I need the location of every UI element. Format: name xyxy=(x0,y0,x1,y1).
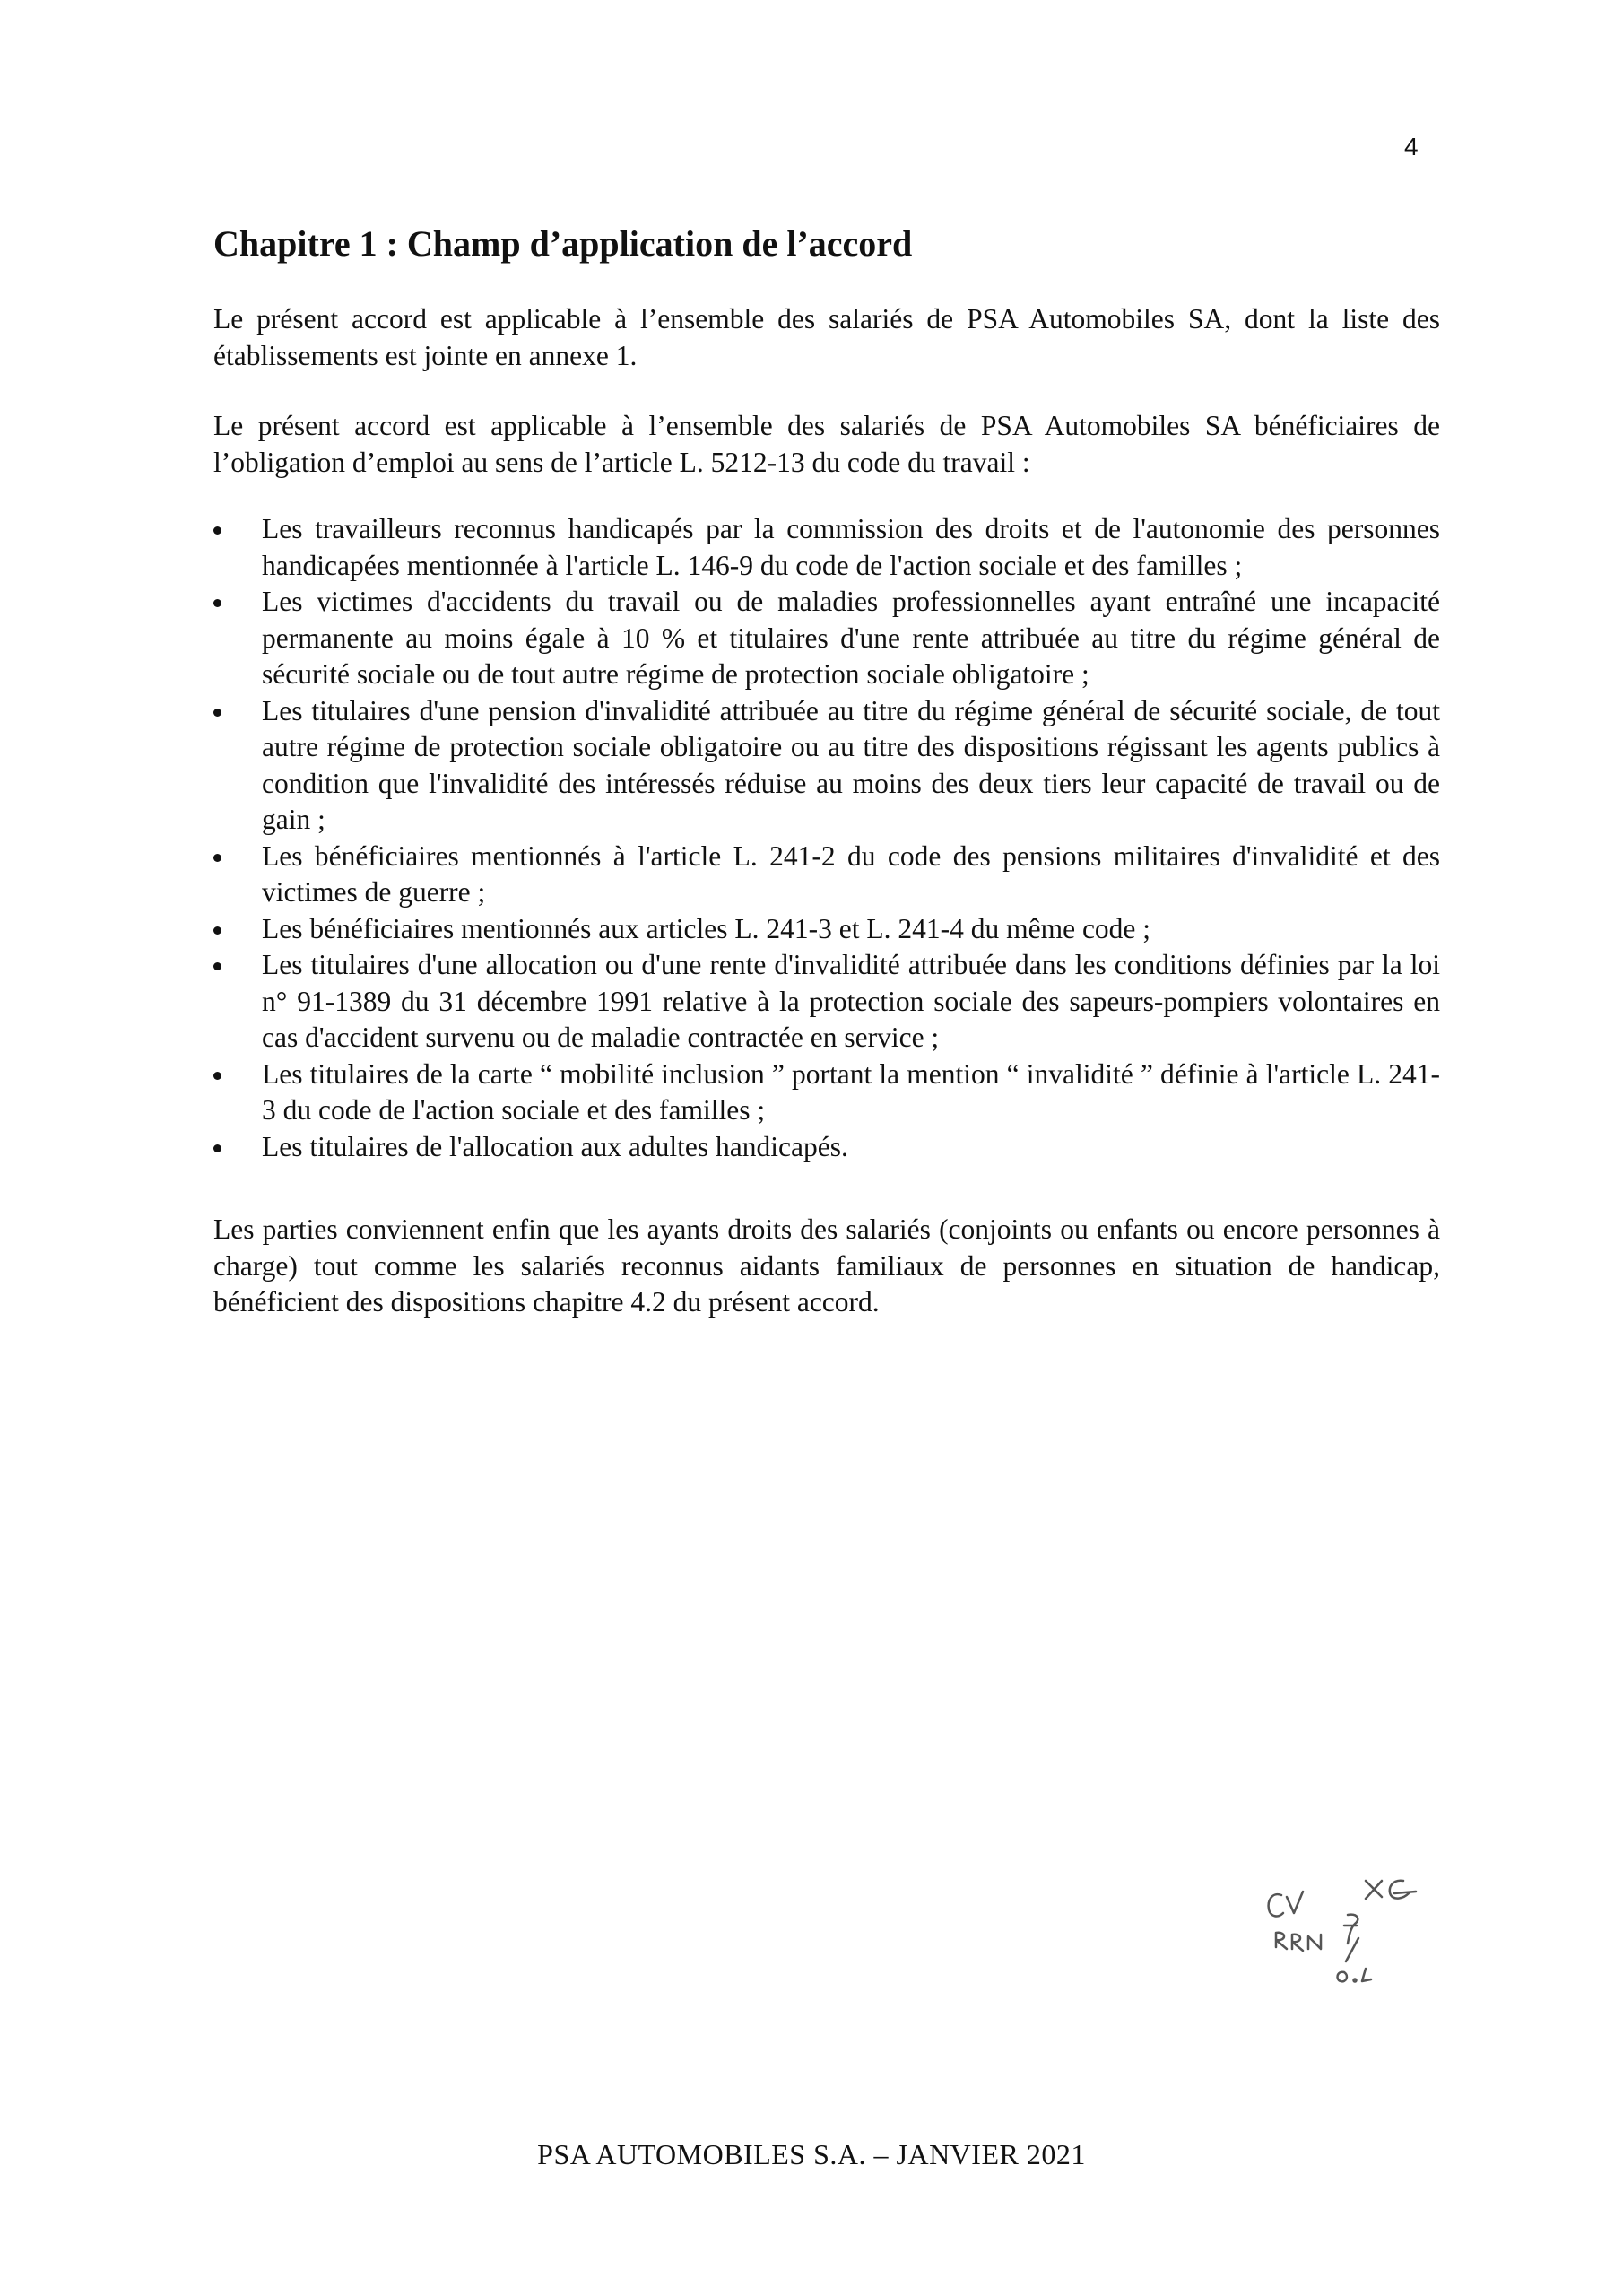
list-item: Les travailleurs reconnus handicapés par la commission des droits et de l'autonomie des personnes handicapées mentionnée à l'article L. 146-9 du code de l'action sociale et des familles ; xyxy=(213,511,1440,584)
list-item: Les bénéficiaires mentionnés à l'article L. 241-2 du code des pensions militaires d'invalidité et des victimes de guerre ; xyxy=(213,839,1440,911)
bullet-icon xyxy=(213,709,221,717)
list-item: Les bénéficiaires mentionnés aux articles L. 241-3 et L. 241-4 du même code ; xyxy=(213,911,1440,948)
list-item: Les titulaires d'une allocation ou d'une rente d'invalidité attribuée dans les conditions définies par la loi n° 91-1389 du 31 décembre 1991 relative à la protection sociale des sapeurs-pompiers volontaires en cas d'accident survenu ou de maladie contractée en service ; xyxy=(213,947,1440,1057)
bullet-icon xyxy=(213,962,221,970)
bullet-icon xyxy=(213,926,221,935)
intro-paragraph-2: Le présent accord est applicable à l’ensemble des salariés de PSA Automobiles SA bénéficiaires de l’obligation d’emploi au sens de l’article L. 5212-13 du code du travail : xyxy=(213,410,1440,478)
bullet-icon xyxy=(213,599,221,607)
beneficiaries-list xyxy=(213,511,1440,1165)
chapter-title: Chapitre 1 : Champ d’application de l’accord xyxy=(213,223,913,264)
bullet-icon xyxy=(213,1072,221,1080)
bullet-icon xyxy=(213,1144,221,1152)
bullet-icon xyxy=(213,854,221,862)
list-item: Les titulaires de la carte “ mobilité inclusion ” portant la mention “ invalidité ” définie à l'article L. 241-3 du code de l'action sociale et des familles ; xyxy=(213,1057,1440,1129)
handwritten-initials xyxy=(1251,1861,1448,1996)
list-item: Les titulaires d'une pension d'invalidité attribuée au titre du régime général de sécurité sociale, de tout autre régime de protection sociale obligatoire ou au titre des dispositions régissant les agents publics à condition que l'invalidité des intéressés réduise au moins des deux tiers leur capacité de travail ou de gain ; xyxy=(213,693,1440,839)
intro-paragraph-1: Le présent accord est applicable à l’ensemble des salariés de PSA Automobiles SA, dont la liste des établissements est jointe en annexe 1. xyxy=(213,303,1440,371)
bullet-icon xyxy=(213,526,221,535)
page-number: 4 xyxy=(1404,133,1419,161)
page-content xyxy=(213,222,1440,1355)
page-footer: PSA AUTOMOBILES S.A. – JANVIER 2021 xyxy=(537,2138,1086,2170)
list-item: Les titulaires de l'allocation aux adultes handicapés. xyxy=(213,1129,1440,1166)
list-item: Les victimes d'accidents du travail ou de maladies professionnelles ayant entraîné une incapacité permanente au moins égale à 10 % et titulaires d'une rente attribuée au titre du régime général de sécurité sociale ou de tout autre régime de protection sociale obligatoire ; xyxy=(213,584,1440,693)
closing-paragraph: Les parties conviennent enfin que les ayants droits des salariés (conjoints ou enfants ou encore personnes à charge) tout comme les salariés reconnus aidants familiaux de personnes en situation de handicap, bénéficient des dispositions chapitre 4.2 du présent accord. xyxy=(213,1213,1440,1318)
